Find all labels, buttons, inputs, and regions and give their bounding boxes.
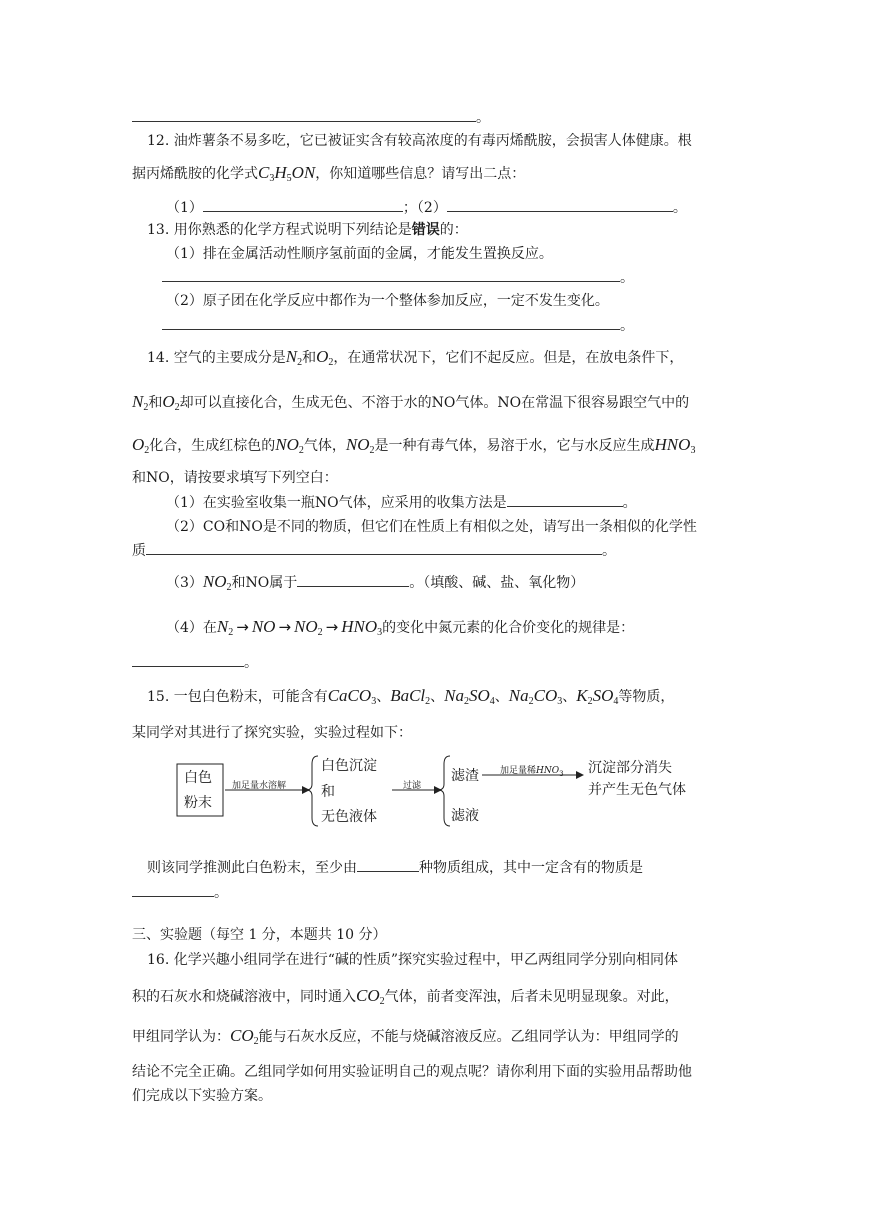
q16-line2: 积的石灰水和烧碱溶液中，同时通入$CO_2$气体，前者变浑浊，后者未见明显现象。对此，	[132, 986, 679, 1007]
answer-blank[interactable]	[162, 268, 620, 282]
experiment-flow-diagram	[150, 748, 730, 838]
q13-item1: （1）排在金属活动性顺序氢前面的金属，才能发生置换反应。	[166, 246, 553, 262]
answer-blank[interactable]	[162, 316, 620, 330]
q12-answers: （1） ；（2） 。	[166, 200, 687, 216]
mixture-label-1: 白色沉淀	[321, 758, 377, 774]
q16-line3: 甲组同学认为：$CO_2$能与石灰水反应，不能与烧碱溶液反应。乙组同学认为：甲组同学的	[132, 1026, 679, 1047]
box-label-2: 粉末	[184, 795, 212, 811]
q15-conclusion-answer: 。	[132, 883, 228, 903]
q16-line5: 们完成以下实验方案。	[132, 1088, 272, 1104]
result-label-1: 沉淀部分消失	[588, 760, 672, 776]
q14-sub3: $(3)NO_2$和NO属于 。（填酸、碱、盐、氧化物）	[166, 572, 585, 593]
answer-blank[interactable]	[132, 653, 244, 667]
arrow2-label: 过滤	[403, 781, 422, 791]
q15-line1: 15. 一包白色粉末，可能含有CaCO$_3$、BaCl$_2$、$Na_2SO_4$、$Na_2CO_3$、$K_2SO_4$等物质，	[147, 686, 675, 707]
q14-sub2-answer: 质 。	[132, 543, 616, 559]
q14-sub4: （4）在$N_2$ → NO → $NO_2 \to HNO_3$的变化中氮元素的化合价变化的规律是：	[166, 617, 635, 638]
q14-line4: 和NO，请按要求填写下列空白：	[132, 470, 338, 486]
answer-blank[interactable]	[297, 573, 409, 587]
q14-line1: 14. 空气的主要成分是$N_2$和$O_2$，在通常状况下，它们不起反应。但是，在放电条件下，	[147, 347, 684, 368]
answer-blank[interactable]	[132, 108, 476, 122]
arrow3-label: 加足量稀$HNO_3$	[500, 766, 564, 778]
answer-blank[interactable]	[146, 541, 602, 555]
answer-blank[interactable]	[447, 198, 673, 212]
filtrate-label: 滤液	[451, 808, 479, 824]
result-label-2: 并产生无色气体	[588, 782, 686, 798]
q14-sub2: （2）CO和NO是不同的物质，但它们在性质上有相似之处，请写出一条相似的化学性	[166, 519, 697, 535]
q15-line2: 某同学对其进行了探究实验，实验过程如下：	[132, 725, 412, 741]
answer-blank[interactable]	[203, 198, 403, 212]
q11-answer-line: 。	[132, 108, 490, 128]
q12-line2: 据丙烯酰胺的化学式$C_3H_5ON$，你知道哪些信息？请写出二点：	[132, 163, 526, 184]
answer-blank[interactable]	[132, 883, 214, 897]
q14-sub4-answer: 。	[132, 653, 258, 673]
q16-line1: 16. 化学兴趣小组同学在进行“碱的性质”探究实验过程中，甲乙两组同学分别向相同体	[147, 952, 679, 968]
q16-line4: 结论不完全正确。乙组同学如何用实验证明自己的观点呢？请你利用下面的实验用品帮助他	[132, 1064, 692, 1080]
section-title: 三、实验题（每空 1 分，本题共 10 分）	[132, 927, 387, 943]
answer-blank[interactable]	[507, 493, 623, 507]
arrow1-label: 加足量水溶解	[232, 781, 287, 791]
q15-conclusion: 则该同学推测此白色粉末，至少由 种物质组成，其中一定含有的物质是	[147, 860, 643, 876]
q13-answer2: 。	[162, 316, 634, 336]
q14-line3: $O_2$化合，生成红棕色的$NO_2$气体，$NO_2$是一种有毒气体，易溶于水，它与水反应生成$HNO_3$	[132, 435, 696, 456]
answer-blank[interactable]	[357, 858, 419, 872]
mixture-label-3: 无色液体	[321, 809, 377, 825]
q13-item2: （2）原子团在化学反应中都作为一个整体参加反应，一定不发生变化。	[166, 293, 609, 309]
arrowhead-3	[576, 771, 584, 779]
q14-line2: $N_2$和$O_2$却可以直接化合，生成无色、不溶于水的NO气体。NO在常温下很容易跟空气中的	[132, 392, 690, 413]
q13-answer1: 。	[162, 268, 634, 288]
q14-sub1: （1）在实验室收集一瓶NO气体，应采用的收集方法是 。	[166, 495, 637, 511]
box-label-1: 白色	[184, 770, 212, 786]
mixture-label-2: 和	[321, 784, 335, 800]
formula-acrylamide: $C_3H_5ON$	[258, 163, 316, 184]
q12-line1: 12. 油炸薯条不易多吃，它已被证实含有较高浓度的有毒丙烯酰胺，会损害人体健康。根	[147, 133, 692, 149]
q13-line1: 13. 用你熟悉的化学方程式说明下列结论是错误的：	[147, 222, 468, 238]
residue-label: 滤渣	[451, 768, 479, 784]
